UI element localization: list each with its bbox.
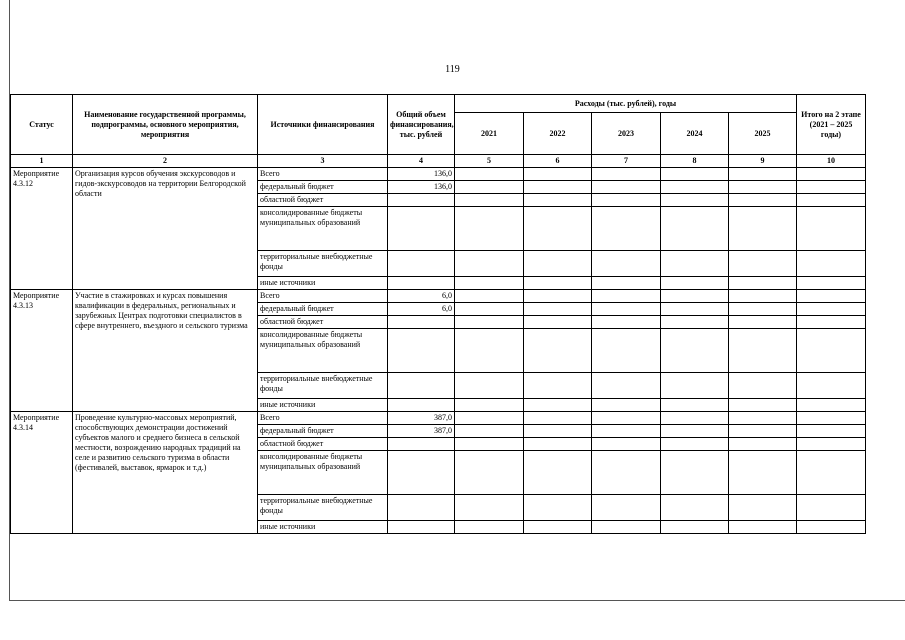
expense-cell (661, 290, 729, 303)
expense-cell (729, 316, 797, 329)
expense-cell (524, 438, 592, 451)
expense-cell (524, 373, 592, 399)
header-status: Статус (11, 95, 73, 155)
expense-cell (797, 207, 866, 251)
expense-cell (592, 303, 661, 316)
header-year: 2024 (661, 113, 729, 155)
total-volume-cell: 136,0 (388, 168, 455, 181)
expense-cell (729, 181, 797, 194)
column-number: 10 (797, 155, 866, 168)
total-volume-cell (388, 207, 455, 251)
expense-cell (455, 207, 524, 251)
table-row (11, 412, 866, 425)
expense-cell (797, 438, 866, 451)
header-year: 2022 (524, 113, 592, 155)
expense-cell (729, 194, 797, 207)
expense-cell (729, 251, 797, 277)
funding-source-label: федеральный бюджет (258, 303, 388, 316)
expense-cell (592, 277, 661, 290)
column-number: 7 (592, 155, 661, 168)
activity-status: Мероприятие 4.3.13 (11, 290, 73, 412)
column-number: 8 (661, 155, 729, 168)
column-number: 5 (455, 155, 524, 168)
expense-cell (797, 181, 866, 194)
activity-status: Мероприятие 4.3.14 (11, 412, 73, 534)
page-number: 119 (445, 64, 460, 75)
total-volume-cell: 6,0 (388, 303, 455, 316)
funding-source-label: Всего (258, 168, 388, 181)
funding-source-label: федеральный бюджет (258, 181, 388, 194)
expense-cell (592, 290, 661, 303)
column-number: 1 (11, 155, 73, 168)
activity-name: Проведение культурно-массовых мероприятий, способствующих демонстрации достижений субъектов малого и среднего бизнеса в сельской местности, возрождению народных традиций на селе и развитию сельского туризма в области (фестивалей, выставок, ярмарок и т.д.) (73, 412, 258, 534)
expense-cell (661, 425, 729, 438)
expense-cell (524, 181, 592, 194)
expense-cell (524, 194, 592, 207)
total-volume-cell (388, 399, 455, 412)
expense-cell (797, 277, 866, 290)
header-sources: Источники финансирования (258, 95, 388, 155)
total-volume-cell (388, 251, 455, 277)
expense-cell (661, 194, 729, 207)
expense-cell (661, 451, 729, 495)
total-volume-cell: 136,0 (388, 181, 455, 194)
expense-cell (455, 412, 524, 425)
expense-cell (455, 495, 524, 521)
expense-cell (661, 277, 729, 290)
expense-cell (729, 412, 797, 425)
expense-cell (797, 194, 866, 207)
expense-cell (524, 495, 592, 521)
expense-cell (592, 329, 661, 373)
total-volume-cell: 387,0 (388, 425, 455, 438)
expense-cell (455, 277, 524, 290)
expense-cell (797, 290, 866, 303)
expense-cell (729, 438, 797, 451)
expense-cell (797, 425, 866, 438)
expense-cell (661, 495, 729, 521)
expense-cell (455, 438, 524, 451)
expense-cell (455, 373, 524, 399)
expense-cell (455, 521, 524, 534)
expense-cell (661, 251, 729, 277)
expense-cell (592, 412, 661, 425)
expense-cell (524, 251, 592, 277)
funding-source-label: иные источники (258, 277, 388, 290)
funding-source-label: территориальные внебюджетные фонды (258, 373, 388, 399)
expense-cell (661, 438, 729, 451)
expense-cell (661, 168, 729, 181)
expense-cell (729, 290, 797, 303)
expense-cell (524, 207, 592, 251)
column-number: 2 (73, 155, 258, 168)
funding-source-label: иные источники (258, 521, 388, 534)
expense-cell (661, 373, 729, 399)
expense-cell (592, 168, 661, 181)
expense-cell (524, 399, 592, 412)
expense-cell (729, 521, 797, 534)
budget-table (10, 94, 866, 534)
funding-source-label: консолидированные бюджеты муниципальных образований (258, 451, 388, 495)
funding-source-label: областной бюджет (258, 438, 388, 451)
expense-cell (524, 316, 592, 329)
expense-cell (797, 399, 866, 412)
expense-cell (797, 168, 866, 181)
expense-cell (797, 521, 866, 534)
total-volume-cell (388, 438, 455, 451)
total-volume-cell: 387,0 (388, 412, 455, 425)
expense-cell (592, 495, 661, 521)
expense-cell (455, 181, 524, 194)
expense-cell (661, 181, 729, 194)
expense-cell (797, 303, 866, 316)
activities-body (11, 168, 866, 534)
total-volume-cell (388, 277, 455, 290)
total-volume-cell (388, 495, 455, 521)
expense-cell (797, 412, 866, 425)
funding-source-label: территориальные внебюджетные фонды (258, 251, 388, 277)
column-number: 4 (388, 155, 455, 168)
expense-cell (524, 303, 592, 316)
expense-cell (661, 399, 729, 412)
expense-cell (661, 207, 729, 251)
expense-cell (455, 194, 524, 207)
expense-cell (592, 521, 661, 534)
column-number: 9 (729, 155, 797, 168)
expense-cell (592, 438, 661, 451)
expense-cell (592, 181, 661, 194)
expense-cell (524, 329, 592, 373)
expense-cell (729, 399, 797, 412)
column-number: 3 (258, 155, 388, 168)
expense-cell (455, 290, 524, 303)
expense-cell (661, 303, 729, 316)
expense-cell (592, 373, 661, 399)
header-year: 2025 (729, 113, 797, 155)
table-row (11, 168, 866, 181)
expense-cell (592, 251, 661, 277)
header-expenses: Расходы (тыс. рублей), годы (455, 95, 797, 113)
expense-cell (592, 425, 661, 438)
expense-cell (455, 451, 524, 495)
expense-cell (524, 412, 592, 425)
expense-cell (524, 521, 592, 534)
total-volume-cell (388, 329, 455, 373)
expense-cell (455, 399, 524, 412)
expense-cell (592, 207, 661, 251)
expense-cell (592, 194, 661, 207)
expense-cell (661, 521, 729, 534)
header-year: 2023 (592, 113, 661, 155)
activity-name: Участие в стажировках и курсах повышения квалификации в федеральных, региональных и зарубежных Центрах подготовки специалистов в сфере внутреннего, въездного и сельского туризма (73, 290, 258, 412)
funding-source-label: областной бюджет (258, 194, 388, 207)
expense-cell (729, 207, 797, 251)
funding-source-label: иные источники (258, 399, 388, 412)
expense-cell (797, 251, 866, 277)
expense-cell (455, 251, 524, 277)
total-volume-cell (388, 194, 455, 207)
activity-name: Организация курсов обучения экскурсоводов и гидов-экскурсоводов на территории Белгородской области (73, 168, 258, 290)
expense-cell (729, 451, 797, 495)
column-number: 6 (524, 155, 592, 168)
expense-cell (592, 316, 661, 329)
expense-cell (729, 373, 797, 399)
expense-cell (797, 316, 866, 329)
expense-cell (592, 399, 661, 412)
total-volume-cell: 6,0 (388, 290, 455, 303)
funding-source-label: территориальные внебюджетные фонды (258, 495, 388, 521)
expense-cell (729, 277, 797, 290)
column-number-row (11, 155, 866, 168)
expense-cell (797, 329, 866, 373)
activity-status: Мероприятие 4.3.12 (11, 168, 73, 290)
expense-cell (524, 168, 592, 181)
funding-source-label: федеральный бюджет (258, 425, 388, 438)
funding-source-label: консолидированные бюджеты муниципальных образований (258, 329, 388, 373)
expense-cell (729, 303, 797, 316)
expense-cell (729, 425, 797, 438)
total-volume-cell (388, 451, 455, 495)
expense-cell (661, 329, 729, 373)
total-volume-cell (388, 316, 455, 329)
funding-source-label: Всего (258, 290, 388, 303)
table-row (11, 290, 866, 303)
header-total-volume: Общий объем финансирования, тыс. рублей (388, 95, 455, 155)
expense-cell (524, 277, 592, 290)
expense-cell (729, 329, 797, 373)
expense-cell (455, 303, 524, 316)
header-name: Наименование государственной программы, подпрограммы, основного мероприятия, мероприятия (73, 95, 258, 155)
funding-source-label: консолидированные бюджеты муниципальных образований (258, 207, 388, 251)
expense-cell (455, 329, 524, 373)
expense-cell (524, 290, 592, 303)
expense-cell (455, 168, 524, 181)
header-result: Итого на 2 этапе (2021 – 2025 годы) (797, 95, 866, 155)
funding-source-label: областной бюджет (258, 316, 388, 329)
expense-cell (797, 373, 866, 399)
expense-cell (524, 451, 592, 495)
expense-cell (797, 451, 866, 495)
expense-cell (729, 495, 797, 521)
expense-cell (524, 425, 592, 438)
total-volume-cell (388, 521, 455, 534)
expense-cell (797, 495, 866, 521)
funding-source-label: Всего (258, 412, 388, 425)
expense-cell (729, 168, 797, 181)
expense-cell (661, 316, 729, 329)
header-year: 2021 (455, 113, 524, 155)
expense-cell (661, 412, 729, 425)
expense-cell (455, 425, 524, 438)
total-volume-cell (388, 373, 455, 399)
expense-cell (455, 316, 524, 329)
expense-cell (592, 451, 661, 495)
